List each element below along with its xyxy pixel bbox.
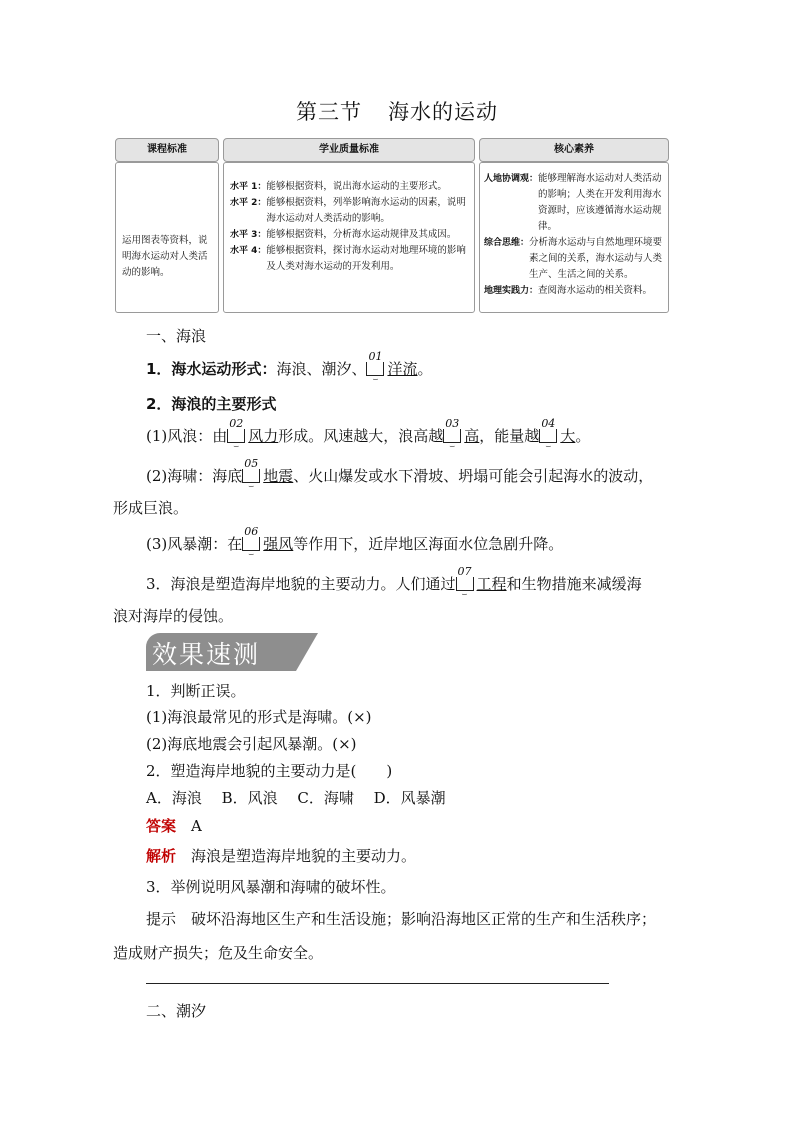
level-row: 水平 4： 能够根据资料，探讨海水运动对地理环境的影响及人类对海水运动的开发利用。 <box>230 245 466 272</box>
quiz-q1a: (1)海浪最常见的形式是海啸。(×) <box>146 708 372 726</box>
blank-number-marker: 05 ⌣ <box>244 457 259 492</box>
quiz-q2-options: A．海浪 B．风浪 C．海啸 D．风暴潮 <box>146 789 446 807</box>
quiz-hint: 提示 破坏沿海地区生产和生活设施；影响沿海地区正常的生产和生活秩序； <box>146 910 657 928</box>
standards-table <box>115 138 669 314</box>
quiz-hint-cont: 造成财产损失；危及生命安全。 <box>113 944 324 962</box>
core-literacy-cell <box>479 162 669 313</box>
answer-blank: 强风 <box>263 535 294 553</box>
section-heading-tides: 二、潮汐 <box>146 1002 207 1020</box>
blank-number-marker: 06 ⌣ <box>244 525 259 560</box>
header-quality-standard: 学业质量标准 <box>223 138 475 162</box>
blank-number-marker: 01 ⌣ <box>368 350 383 385</box>
quiz-q3: 3．举例说明风暴潮和海啸的破坏性。 <box>146 878 396 896</box>
header-course-standard: 课程标准 <box>115 138 219 162</box>
answer-blank: 大 <box>560 427 576 445</box>
paragraph-wind-waves: (1)风浪：由 02 ⌣ 风力形成。风速越大，浪高越 03 ⌣ 高，能量越 04 ⌣ 大。 <box>146 417 591 452</box>
answer-blank: 高 <box>464 427 480 445</box>
paragraph-motion-forms: 1．海水运动形式：海浪、潮汐、 01 ⌣ 洋流。 <box>146 350 433 385</box>
level-row: 水平 3： 能够根据资料，分析海水运动规律及其成因。 <box>230 229 457 240</box>
blank-number-marker: 03 ⌣ <box>445 417 460 452</box>
page-title: 第三节 海水的运动 <box>296 100 498 124</box>
paragraph-coastal-cont: 浪对海岸的侵蚀。 <box>113 607 234 625</box>
divider <box>146 983 609 984</box>
paragraph-coastal-landform: 3．海浪是塑造海岸地貌的主要动力。人们通过 07 ⌣ 工程和生物措施来减缓海 <box>146 565 642 600</box>
header-core-literacy: 核心素养 <box>479 138 669 162</box>
answer-blank: 洋流 <box>387 360 418 378</box>
section-heading-waves: 一、海浪 <box>146 327 207 345</box>
literacy-row: 地理实践力： 查阅海水运动的相关资料。 <box>484 285 653 296</box>
quiz-q2: 2．塑造海岸地貌的主要动力是( ) <box>146 762 393 780</box>
level-row: 水平 2： 能够根据资料，列举影响海水运动的因素，说明海水运动对人类活动的影响。 <box>230 197 466 224</box>
paragraph-tsunami-cont: 形成巨浪。 <box>113 499 189 517</box>
level-row: 水平 1： 能够根据资料，说出海水运动的主要形式。 <box>230 181 447 192</box>
answer-blank: 风力 <box>248 427 279 445</box>
quiz-q1: 1．判断正误。 <box>146 682 246 700</box>
answer-blank: 工程 <box>476 575 507 593</box>
paragraph-tsunami: (2)海啸：海底 05 ⌣ 地震、火山爆发或水下滑坡、坍塌可能会引起海水的波动， <box>146 457 654 492</box>
paragraph-storm-surge: (3)风暴潮：在 06 ⌣ 强风等作用下，近岸地区海面水位急剧升降。 <box>146 525 564 560</box>
quiz-answer: 答案 A <box>146 817 202 835</box>
quiz-explanation: 解析 海浪是塑造海岸地貌的主要动力。 <box>146 847 417 865</box>
quiz-banner: 效果速测 <box>146 633 316 671</box>
course-standard-cell: 运用图表等资料，说明海水运动对人类活动的影响。 <box>115 162 219 313</box>
literacy-row: 综合思维： 分析海水运动与自然地理环境要素之间的关系，海水运动与人类生产、生活之间的关系。 <box>484 237 663 280</box>
literacy-row: 人地协调观： 能够理解海水运动对人类活动的影响；人类在开发利用海水资源时，应该遵循海水运动规律。 <box>484 173 662 232</box>
paragraph-wave-types: 2．海浪的主要形式 <box>146 395 277 413</box>
blank-number-marker: 02 ⌣ <box>229 417 244 452</box>
answer-blank: 地震 <box>263 467 294 485</box>
blank-number-marker: 04 ⌣ <box>541 417 556 452</box>
quality-standard-cell <box>223 162 475 313</box>
quiz-q1b: (2)海底地震会引起风暴潮。(×) <box>146 735 357 753</box>
blank-number-marker: 07 ⌣ <box>457 565 472 600</box>
